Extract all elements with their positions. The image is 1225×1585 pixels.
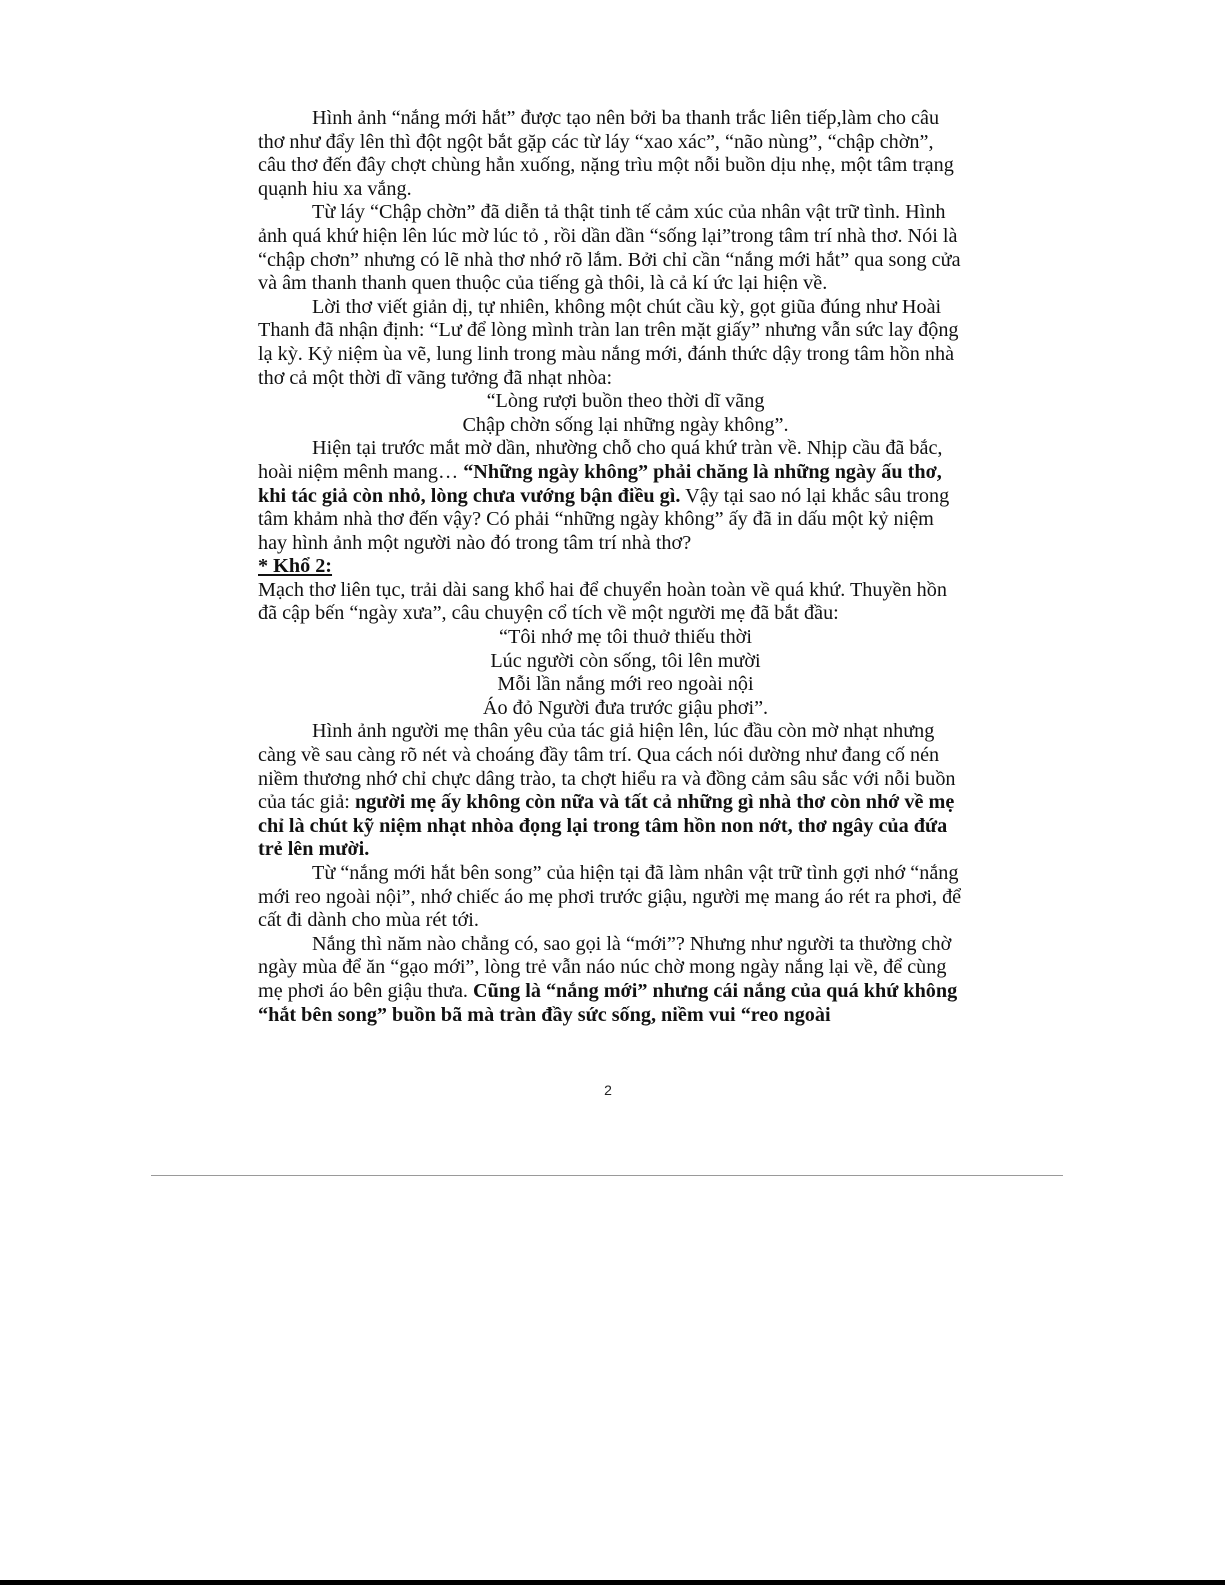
paragraph-7: Từ “nắng mới hắt bên song” của hiện tại đã làm nhân vật trữ tình gợi nhớ “nắng mới reo ngoài nội”, nhớ chiếc áo mẹ phơi trước giậu, người mẹ mang áo rét ra phơi, để cất đi dành cho mùa rét tới. [258, 862, 962, 932]
document-body [258, 107, 963, 1027]
verse-line: Chập chờn sống lại những ngày không”. [462, 413, 789, 436]
verse-line: Áo đỏ Người đưa trước giậu phơi”. [482, 696, 769, 719]
paragraph-1: Hình ảnh “nắng mới hắt” được tạo nên bởi ba thanh trắc liên tiếp,làm cho câu thơ như đẩy lên thì đột ngột bắt gặp các từ láy “xao xác”, “não nùng”, “chập chờn”, câu thơ đến đây chợt chùng hẳn xuống, nặng trìu một nỗi buồn dịu nhẹ, một tâm trạng quạnh hiu xa vắng. [258, 107, 954, 200]
paragraph-3: Lời thơ viết giản dị, tự nhiên, không một chút cầu kỳ, gọt giũa đúng như Hoài Thanh đã nhận định: “Lư để lòng mình tràn lan trên mặt giấy” nhưng vẫn sức lay động lạ kỳ. Kỷ niệm ùa vẽ, lung linh trong màu nắng mới, đánh thức dậy trong tâm hồn nhà thơ cả một thời dĩ vãng tưởng đã nhạt nhòa: [258, 295, 959, 389]
paragraph-4-text: Hiện tại trước mắt mờ dần, nhường chỗ cho quá khứ tràn về. Nhịp cầu đã bắc, hoài niệm mênh mang… [258, 437, 943, 483]
paragraph-8-bold: Cũng là “nắng mới” nhưng cái nắng của quá khứ không “hắt bên song” buồn bã mà tràn đầy sức sống, niềm vui “reo ngoài [258, 979, 958, 1026]
section-heading: * Khổ 2: [258, 555, 333, 578]
page-divider [151, 1175, 1063, 1176]
verse-line: Mỗi lần nắng mới reo ngoài nội [497, 673, 754, 696]
verse-line: “Tôi nhớ mẹ tôi thuở thiếu thời [499, 626, 752, 649]
paragraph-4-bold: “Những ngày không” phải chăng là những ngày ấu thơ, khi tác giả còn nhỏ, lòng chưa vướng bận điều gì. [258, 460, 942, 507]
paragraph-4 [258, 437, 963, 555]
verse-line: Lúc người còn sống, tôi lên mười [490, 649, 761, 672]
paragraph-6 [258, 720, 963, 862]
paragraph-8 [258, 933, 963, 1027]
paragraph-4-text-end: Vậy tại sao nó lại khắc sâu trong tâm khảm nhà thơ đến vậy? Có phải “những ngày không” ấy đã in dấu một kỷ niệm hay hình ảnh một người nào đó trong tâm trí nhà thơ? [258, 484, 950, 554]
paragraph-6-bold: người mẹ ấy không còn nữa và tất cả những gì nhà thơ còn nhớ về mẹ chỉ là chút kỹ niệm nhạt nhòa đọng lại trong tâm hồn non nớt, thơ ngây của đứa trẻ lên mười. [258, 791, 955, 861]
paragraph-8-text: Nắng thì năm nào chẳng có, sao gọi là “mới”? Nhưng như người ta thường chờ ngày mùa để ăn “gạo mới”, lòng trẻ vẫn náo núc chờ mong ngày nắng lại về, để cùng mẹ phơi áo bên giậu thưa. [258, 932, 952, 1002]
page-number: 2 [604, 1082, 612, 1098]
verse-line: “Lòng rượi buồn theo thời dĩ vãng [486, 390, 765, 413]
bottom-edge [0, 1580, 1225, 1585]
paragraph-2: Từ láy “Chập chờn” đã diễn tả thật tinh tế cảm xúc của nhân vật trữ tình. Hình ảnh quá khứ hiện lên lúc mờ lúc tỏ , rồi dần dần “sống lại”trong tâm trí nhà thơ. Nói là “chập chơn” nhưng có lẽ nhà thơ nhớ rõ lắm. Bởi chỉ cần “nắng mới hắt” qua song cửa và âm thanh thanh quen thuộc của tiếng gà thôi, là cả kí ức lại hiện về. [258, 201, 961, 295]
paragraph-6-text: Hình ảnh người mẹ thân yêu của tác giả hiện lên, lúc đầu còn mờ nhạt nhưng càng về sau càng rõ nét và choáng đầy tâm trí. Qua cách nói dường như đang cố nén niềm thương nhớ chỉ chực dâng trào, ta chợt hiểu ra và đồng cảm sâu sắc với nỗi buồn của tác giả: [258, 720, 956, 814]
paragraph-5: Mạch thơ liên tục, trải dài sang khổ hai để chuyển hoàn toàn về quá khứ. Thuyền hồn đã cập bến “ngày xưa”, câu chuyện cổ tích về một người mẹ đã bắt đầu: [258, 578, 947, 625]
